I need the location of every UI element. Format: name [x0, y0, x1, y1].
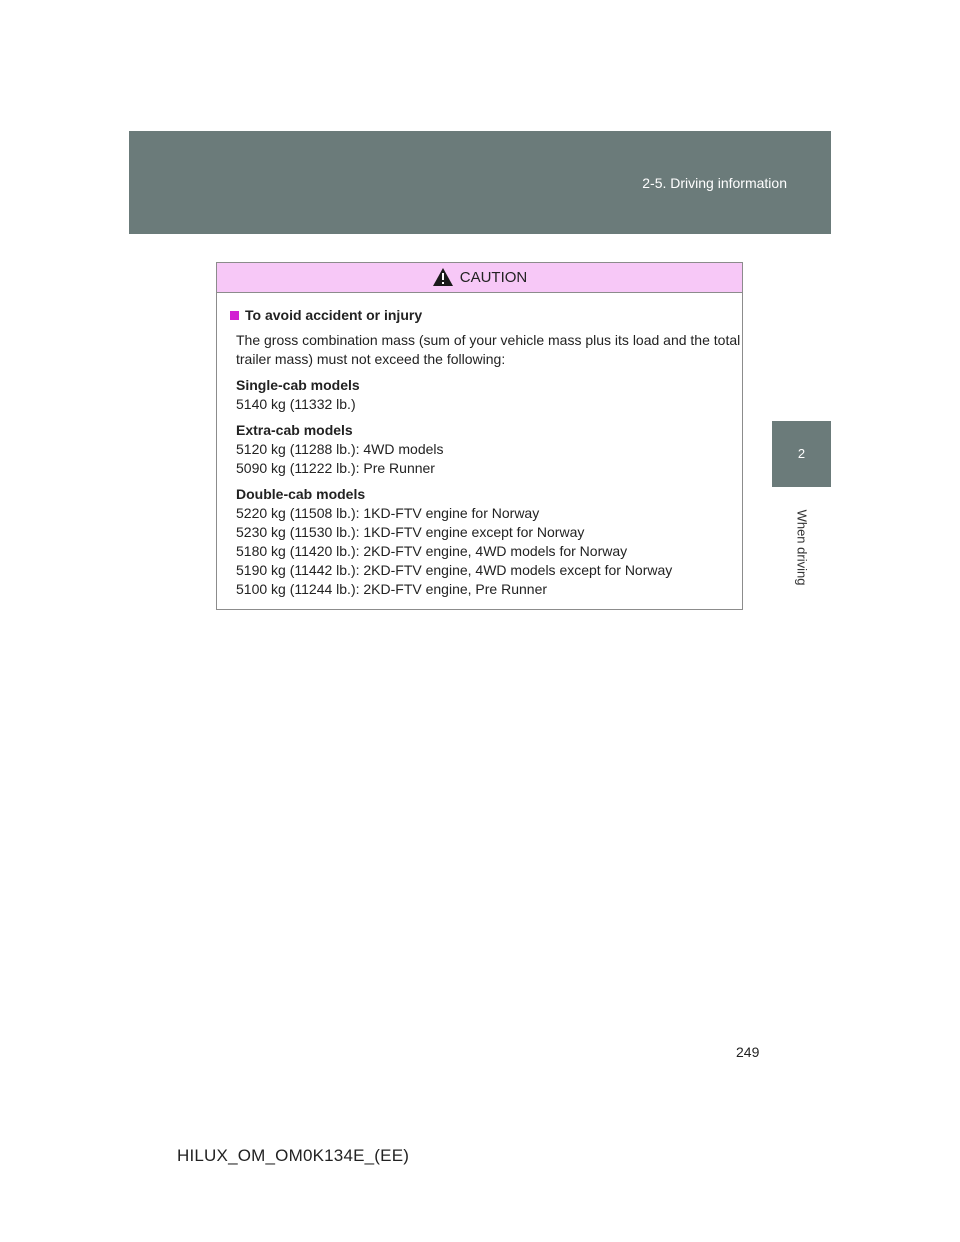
- caution-intro: The gross combination mass (sum of your vehicle mass plus its load and the total trailer mass) must not exceed the following:: [236, 332, 741, 367]
- chapter-label-text: When driving: [794, 509, 809, 585]
- group-single-cab: [236, 376, 742, 414]
- document-code: HILUX_OM_OM0K134E_(EE): [177, 1146, 410, 1165]
- section-header-band: [129, 131, 831, 234]
- caution-body: [217, 293, 742, 599]
- group-title: Double-cab models: [236, 486, 366, 502]
- warning-triangle-icon: [432, 267, 454, 287]
- group-double-cab: [236, 485, 742, 599]
- mass-line: 5190 kg (11442 lb.): 2KD-FTV engine, 4WD models except for Norway: [236, 562, 673, 578]
- chapter-number-tab: 2: [772, 421, 831, 487]
- caution-box: [216, 262, 743, 610]
- caution-header: [217, 263, 742, 293]
- page-number: 249: [736, 1044, 760, 1060]
- caution-title: CAUTION: [459, 269, 528, 286]
- mass-line: 5120 kg (11288 lb.): 4WD models: [236, 441, 444, 457]
- chapter-label: [773, 492, 830, 602]
- group-title: Single-cab models: [236, 377, 360, 393]
- mass-line: 5230 kg (11530 lb.): 1KD-FTV engine except for Norway: [236, 524, 585, 540]
- mass-line: 5090 kg (11222 lb.): Pre Runner: [236, 460, 435, 476]
- mass-line: 5140 kg (11332 lb.): [236, 396, 356, 412]
- caution-subheading: [230, 306, 742, 325]
- mass-line: 5100 kg (11244 lb.): 2KD-FTV engine, Pre Runner: [236, 581, 548, 597]
- mass-line: 5180 kg (11420 lb.): 2KD-FTV engine, 4WD models for Norway: [236, 543, 628, 559]
- caution-subheading-text: To avoid accident or injury: [245, 307, 423, 323]
- square-bullet-icon: [230, 311, 239, 320]
- group-extra-cab: [236, 421, 742, 478]
- mass-line: 5220 kg (11508 lb.): 1KD-FTV engine for Norway: [236, 505, 540, 521]
- group-title: Extra-cab models: [236, 422, 353, 438]
- section-title: 2-5. Driving information: [642, 175, 787, 191]
